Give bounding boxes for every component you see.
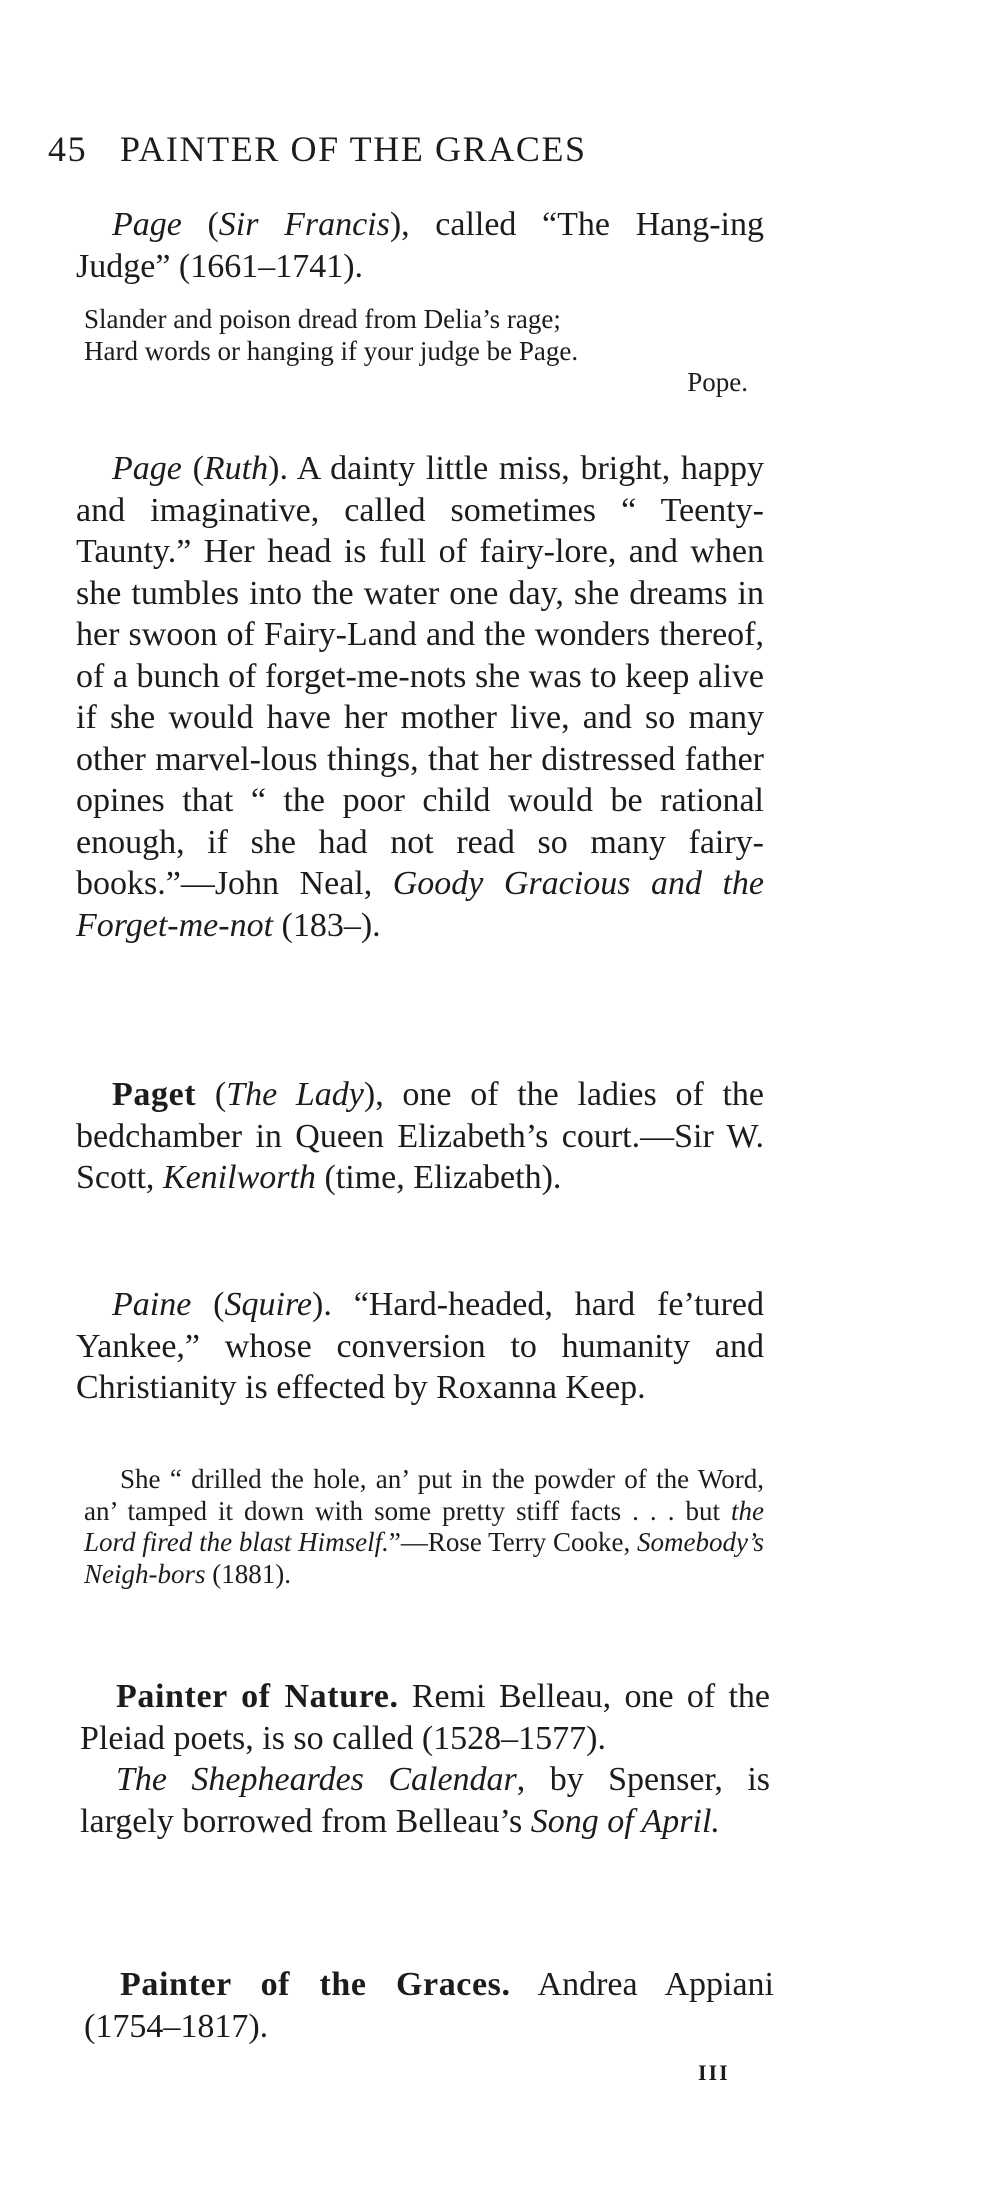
entry-paget: Paget (The Lady), one of the ladies of the bedchamber in Queen Elizabeth’s court.—Sir W. Scott, Kenilworth (time, Elizabeth). [76, 1076, 764, 1196]
entry-date: (183–). [273, 906, 381, 944]
quote-after: ”—Rose Terry Cooke, [388, 1527, 638, 1557]
entry-paren: Ruth [203, 450, 269, 487]
entry-text: Remi Belleau, one of the Pleiad poets, is so called (1528–1577). [80, 1678, 770, 1757]
quote-work: Somebody’s Neigh-bors [84, 1527, 764, 1589]
entry-text: , called “The Hang-ing Judge” (1661–1741). [76, 206, 765, 285]
entry-head: Paget [112, 1076, 197, 1113]
entry-paragraph [80, 1676, 770, 1759]
entry-page-francis: Page (Sir Francis), called “The Hang-ing Judge” (1661–1741). [76, 206, 765, 285]
entry-head: Paine [112, 1286, 192, 1323]
quote-line: Slander and poison dread from Delia’s rage; [84, 304, 561, 334]
entry-text: . A dainty little miss, bright, happy and imaginative, called sometimes “ Teenty-Taunty.” Her head is full of fairy-lore, and when she tumbles into the water one day, she dreams in her swoon of Fairy-Land and the wonders thereof, of a bunch of forget-me-nots she was to keep alive if she would have her mother live, and so many other marvel-lous things, that her distressed father opines that “ the poor child would be rational enough, if she had not read so many fairy-books.”—John Neal, [76, 450, 764, 902]
entry-paren: The Lady [226, 1076, 364, 1113]
entry-page-ruth: Page (Ruth). A dainty little miss, bright, happy and imaginative, called sometimes “ Teenty-Taunty.” Her head is full of fairy-lore, and when she tumbles into the water one day, she dreams in her swoon of Fairy-Land and the wonders thereof, of a bunch of forget-me-nots she was to keep alive if she would have her mother live, and so many other marvel-lous things, that her distressed father opines that “ the poor child would be rational enough, if she had not read so many fairy-books.”—John Neal, Goody Gracious and the Forget-me-not (183–). [76, 450, 764, 944]
page-number: 45 [48, 129, 88, 169]
entry-paren: Sir Francis [218, 206, 390, 243]
quote-text: She “ drilled the hole, an’ put in the powder of the Word, an’ tamped it down with some pretty stiff facts . . . but [84, 1464, 764, 1526]
quote-date: (1881). [205, 1558, 291, 1589]
entry-paren: Squire [224, 1286, 313, 1323]
entry-text: , by Spenser, is largely borrowed from Belleau’s [80, 1761, 770, 1840]
quote-pope [84, 304, 748, 399]
running-title: PAINTER OF THE GRACES [120, 129, 587, 169]
entry-date: (time, Elizabeth). [315, 1159, 562, 1196]
signature-mark: III [698, 2060, 730, 2085]
entry-paragraph [80, 1759, 770, 1842]
quote-author: Pope. [687, 367, 748, 397]
entry-work: Goody Gracious and the Forget-me-not [76, 865, 764, 944]
entry-head: Painter of Nature. [116, 1678, 399, 1715]
entry-head: Page [112, 206, 182, 243]
entry-head: Page [112, 450, 182, 487]
entry-work: The Shepheardes Calendar [116, 1761, 517, 1798]
entry-painter-graces [84, 1964, 774, 2047]
entry-text: , one of the ladies of the bedchamber in Queen Elizabeth’s court.—Sir W. Scott, [76, 1076, 764, 1196]
entry-text: . “Hard-headed, hard fe’tured Yankee,” whose conversion to humanity and Christianity is effected by Roxanna Keep. [76, 1286, 765, 1406]
quote-italic: the Lord fired the blast Himself. [84, 1495, 764, 1557]
quote-cooke [84, 1464, 764, 1590]
entry-head: Painter of the Graces. [120, 1966, 511, 2003]
entry-painter-nature [80, 1676, 770, 1842]
running-header [48, 128, 908, 170]
entry-work: Song of April. [530, 1802, 720, 1840]
entry-paine: Paine (Squire). “Hard-headed, hard fe’tured Yankee,” whose conversion to humanity and Christianity is effected by Roxanna Keep. [76, 1286, 765, 1406]
entry-work: Kenilworth [162, 1159, 316, 1196]
quote-line: Hard words or hanging if your judge be Page. [84, 335, 579, 366]
entry-text: Andrea Appiani (1754–1817). [84, 1966, 775, 2045]
